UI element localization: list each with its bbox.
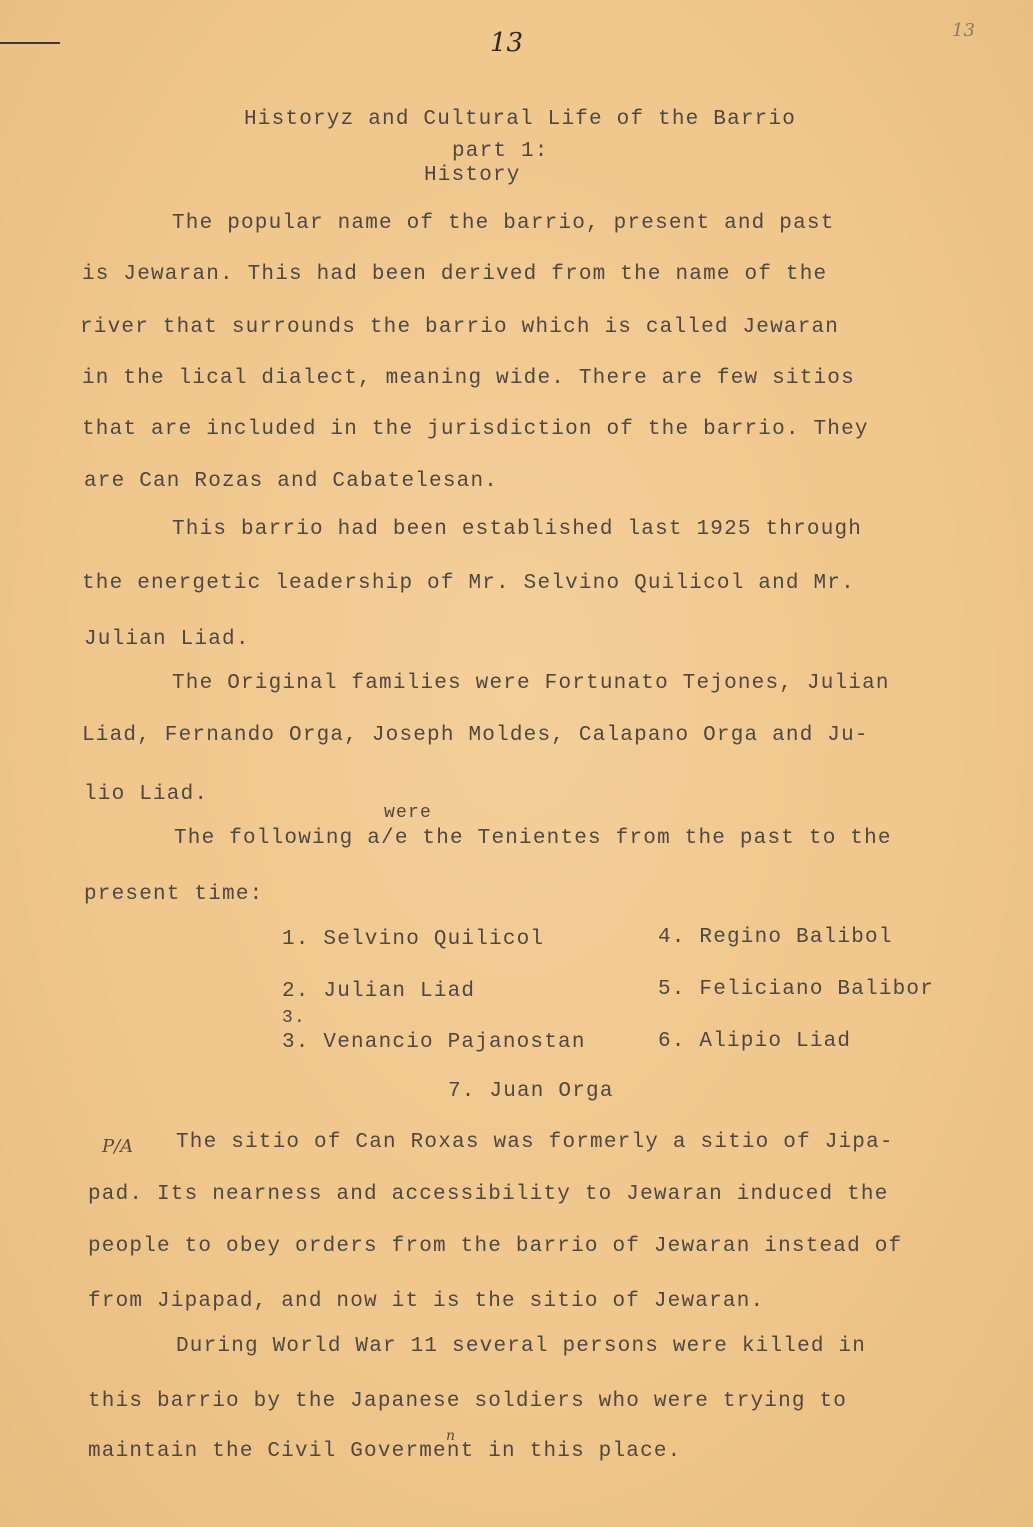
paragraph-line: lio Liad. xyxy=(84,783,209,806)
paragraph-line: is Jewaran. This had been derived from the name of the xyxy=(82,263,828,286)
paragraph-line: This barrio had been established last 1925 through xyxy=(172,518,863,541)
paragraph-line: The sitio of Can Roxas was formerly a sitio of Jipa- xyxy=(176,1131,894,1154)
paragraph-line: the energetic leadership of Mr. Selvino Quilicol and Mr. xyxy=(82,572,855,595)
paragraph-line: pad. Its nearness and accessibility to Jewaran induced the xyxy=(88,1183,889,1206)
paragraph-line: The following a/e the Tenientes from the past to the xyxy=(174,827,892,850)
paragraph-line: Liad, Fernando Orga, Joseph Moldes, Calapano Orga and Ju- xyxy=(82,724,869,747)
heading-part: part 1: xyxy=(452,140,549,163)
paragraph-line: from Jipapad, and now it is the sitio of Jewaran. xyxy=(88,1290,765,1313)
handwritten-page-number: 13 xyxy=(490,28,524,58)
teniente-item: 4. Regino Balibol xyxy=(658,926,893,949)
teniente-item: 1. Selvino Quilicol xyxy=(282,928,545,951)
paragraph-line: Julian Liad. xyxy=(84,628,250,651)
paragraph-line: that are included in the jurisdiction of the barrio. They xyxy=(82,418,869,441)
paragraph-line: The popular name of the barrio, present and past xyxy=(172,212,835,235)
paragraph-line: in the lical dialect, meaning wide. There are few sitios xyxy=(82,367,855,390)
top-left-dash xyxy=(0,42,60,44)
heading-title: Historyz and Cultural Life of the Barrio xyxy=(244,108,797,131)
teniente-item: 3. Venancio Pajanostan xyxy=(282,1031,586,1054)
struck-number: 3. xyxy=(282,1008,307,1028)
inserted-letter: n xyxy=(446,1428,456,1444)
paragraph-line: river that surrounds the barrio which is called Jewaran xyxy=(80,316,840,339)
margin-mark: P/A xyxy=(102,1136,134,1157)
paragraph-line: During World War 11 several persons were killed in xyxy=(176,1335,867,1358)
paragraph-line: The Original families were Fortunato Tejones, Julian xyxy=(172,672,890,695)
teniente-item: 7. Juan Orga xyxy=(448,1080,614,1103)
inserted-word: were xyxy=(384,803,433,823)
heading-subtitle: History xyxy=(424,164,521,187)
paragraph-line: maintain the Civil Goverment in this place. xyxy=(88,1440,682,1463)
corner-page-number: 13 xyxy=(952,20,975,41)
paragraph-line: this barrio by the Japanese soldiers who were trying to xyxy=(88,1390,848,1413)
paragraph-line: present time: xyxy=(84,883,264,906)
paragraph-line: people to obey orders from the barrio of Jewaran instead of xyxy=(88,1235,903,1258)
paragraph-line: are Can Rozas and Cabatelesan. xyxy=(84,470,499,493)
teniente-item: 2. Julian Liad xyxy=(282,980,476,1003)
teniente-item: 6. Alipio Liad xyxy=(658,1030,852,1053)
teniente-item: 5. Feliciano Balibor xyxy=(658,978,935,1001)
